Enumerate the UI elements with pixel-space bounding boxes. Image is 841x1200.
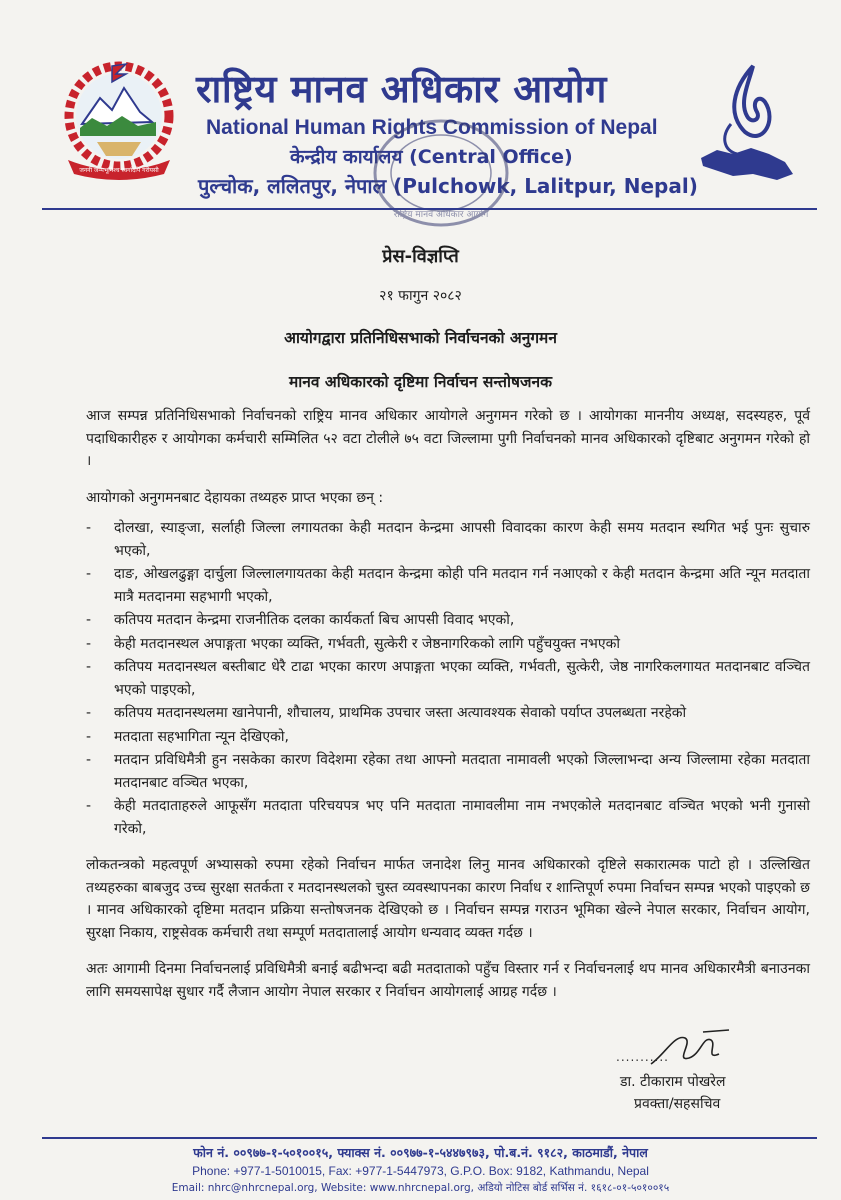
findings-list bbox=[86, 517, 810, 840]
seal-text: राष्ट्रिय मानव अधिकार आयोग bbox=[393, 210, 489, 220]
commission-name-nepali: राष्ट्रिय मानव अधिकार आयोग bbox=[196, 67, 607, 111]
notice-body bbox=[86, 405, 810, 1017]
signature-line: ........... bbox=[616, 1050, 669, 1064]
dash-marker: - bbox=[86, 635, 92, 652]
dash-marker: - bbox=[86, 659, 92, 675]
dash-marker: - bbox=[86, 705, 92, 721]
office-label: केन्द्रीय कार्यालय (Central Office) bbox=[290, 146, 573, 168]
finding-text: दाङ, ओखलढुङ्गा दार्चुला जिल्लालगायतका केही मतदान केन्द्रमा कोही पनि मतदान गर्न नआएको र केही मतदान केन्द्रमा अति न्यून मतदाता मात्रै मतदानमा सहभागी भएको, bbox=[114, 566, 810, 605]
dash-marker: - bbox=[86, 566, 92, 582]
nepal-emblem-icon bbox=[52, 52, 186, 182]
commission-name-english: National Human Rights Commission of Nepal bbox=[206, 116, 658, 139]
list-item bbox=[86, 609, 810, 632]
list-item bbox=[86, 633, 810, 656]
finding-text: मतदान प्रविधिमैत्री हुन नसकेका कारण विदेशमा रहेका तथा आफ्नो मतदाता नामावली भएको जिल्लाभन्दा अन्य जिल्लामा रहेका मतदाता मतदानबाट वञ्चित भएका, bbox=[114, 752, 810, 791]
finding-text: कतिपय मतदानस्थल बस्तीबाट धेरै टाढा भएका कारण अपाङ्गता भएका व्यक्ति, गर्भवती, सुत्केरी, जेष्ठ नागरिकलगायत मतदानबाट वञ्चित भएको पाइएको, bbox=[114, 659, 810, 698]
footer-email-website: Email: nhrc@nhrcnepal.org, Website: www.nhrcnepal.org, अडियो नोटिस बोर्ड सर्भिस नं. १६१८-०१-५०१००१५ bbox=[171, 1182, 670, 1194]
list-item bbox=[86, 656, 810, 701]
finding-text: केही मतदानस्थल अपाङ्गता भएका व्यक्ति, गर्भवती, सुत्केरी र जेष्ठनागरिकको लागि पहुँचयुक्त नभएको bbox=[114, 635, 620, 652]
list-item bbox=[86, 726, 810, 749]
office-address: पुल्चोक, ललितपुर, नेपाल (Pulchowk, Lalitpur, Nepal) bbox=[198, 174, 698, 198]
signatory-name: डा. टीकाराम पोखरेल bbox=[620, 1074, 726, 1090]
dash-marker: - bbox=[86, 798, 92, 814]
findings-intro: आयोगको अनुगमनबाट देहायका तथ्यहरु प्राप्त भएका छन् : bbox=[86, 489, 384, 506]
dash-marker: - bbox=[86, 612, 92, 628]
list-item bbox=[86, 517, 810, 562]
notice-type: प्रेस-विज्ञप्ति bbox=[382, 246, 459, 267]
nhrc-logo-icon bbox=[693, 58, 801, 198]
notice-date: २१ फागुन २०८२ bbox=[379, 288, 462, 304]
office-seal-stamp bbox=[366, 113, 516, 233]
dash-marker: - bbox=[86, 728, 92, 745]
finding-text: दोलखा, स्याङ्जा, सर्लाही जिल्ला लगायतका केही मतदान केन्द्रमा आपसी विवादका कारण केही समय मतदान स्थगित भई पुनः सुचारु भएको, bbox=[114, 520, 810, 559]
finding-text: केही मतदाताहरुले आफूसँग मतदाता परिचयपत्र भए पनि मतदाता नामावलीमा नाम नभएकोले मतदानबाट वञ्चित भएको भनी गुनासो गरेको, bbox=[114, 798, 810, 837]
list-item bbox=[86, 749, 810, 794]
footer-contact-english: Phone: +977-1-5010015, Fax: +977-1-5447973, G.P.O. Box: 9182, Kathmandu, Nepal bbox=[192, 1164, 649, 1178]
list-item bbox=[86, 795, 810, 840]
list-item bbox=[86, 702, 810, 725]
footer-divider bbox=[42, 1137, 817, 1139]
header-divider bbox=[42, 208, 817, 210]
finding-text: कतिपय मतदान केन्द्रमा राजनीतिक दलका कार्यकर्ता बिच आपसी विवाद भएको, bbox=[114, 612, 515, 628]
conclusion-paragraph: लोकतन्त्रको महत्वपूर्ण अभ्यासको रुपमा रहेको निर्वाचन मार्फत जनादेश लिनु मानव अधिकारको दृष्टिले सकारात्मक पाटो हो । उल्लिखित तथ्यहरुका बाबजुद उच्च सुरक्षा सतर्कता र मतदानस्थलको चुस्त व्यवस्थापनका कारण निर्वाध र शान्तिपूर्ण रुपमा निर्वाचन सम्पन्न भएको पाइएको छ । मानव अधिकारको दृष्टिमा मतदान प्रक्रिया सन्तोषजनक देखिएको छ । निर्वाचन सम्पन्न गराउन भूमिका खेल्ने नेपाल सरकार, निर्वाचन आयोग, सुरक्षा निकाय, राष्ट्रसेवक कर्मचारी तथा सम्पूर्ण मतदातालाई आयोग धन्यवाद व्यक्त गर्दछ । bbox=[86, 857, 810, 941]
footer-contact-nepali: फोन नं. ००९७७-१-५०१००१५, फ्याक्स नं. ००९७७-१-५४४७९७३, पो.ब.नं. ९१८२, काठमाडौं, नेपाल bbox=[193, 1145, 648, 1160]
emblem-motto: जननी जन्मभूमिश्च स्वर्गादपि गरीयसी bbox=[79, 167, 159, 174]
notice-heading: आयोगद्वारा प्रतिनिधिसभाको निर्वाचनको अनुगमन bbox=[284, 329, 557, 347]
notice-subheading: मानव अधिकारको दृष्टिमा निर्वाचन सन्तोषजनक bbox=[289, 373, 552, 391]
finding-text: मतदाता सहभागिता न्यून देखिएको, bbox=[114, 728, 289, 745]
intro-paragraph: आज सम्पन्न प्रतिनिधिसभाको निर्वाचनको राष्ट्रिय मानव अधिकार आयोगले अनुगमन गरेको छ । आयोगका माननीय अध्यक्ष, सदस्यहरु, पूर्व पदाधिकारीहरु र आयोगका कर्मचारी सम्मिलित ५२ वटा टोलीले ७५ वटा जिल्लामा पुगी निर्वाचनको मानव अधिकारको दृष्टिबाट अनुगमन गरेको हो । bbox=[86, 408, 810, 469]
request-paragraph: अतः आगामी दिनमा निर्वाचनलाई प्रविधिमैत्री बनाई बढीभन्दा बढी मतदाताको पहुँच विस्तार गर्न र निर्वाचनलाई थप मानव अधिकारमैत्री बनाउनका लागि समयसापेक्ष सुधार गर्दै लैजान आयोग नेपाल सरकार र निर्वाचन आयोगलाई आग्रह गर्दछ । bbox=[86, 961, 810, 1000]
signatory-title: प्रवक्ता/सहसचिव bbox=[634, 1096, 721, 1112]
handwritten-signature bbox=[645, 1024, 735, 1074]
dash-marker: - bbox=[86, 520, 92, 536]
finding-text: कतिपय मतदानस्थलमा खानेपानी, शौचालय, प्राथमिक उपचार जस्ता अत्यावश्यक सेवाको पर्याप्त उपलब्धता नरहेको bbox=[114, 705, 687, 721]
dash-marker: - bbox=[86, 752, 92, 768]
list-item bbox=[86, 563, 810, 608]
